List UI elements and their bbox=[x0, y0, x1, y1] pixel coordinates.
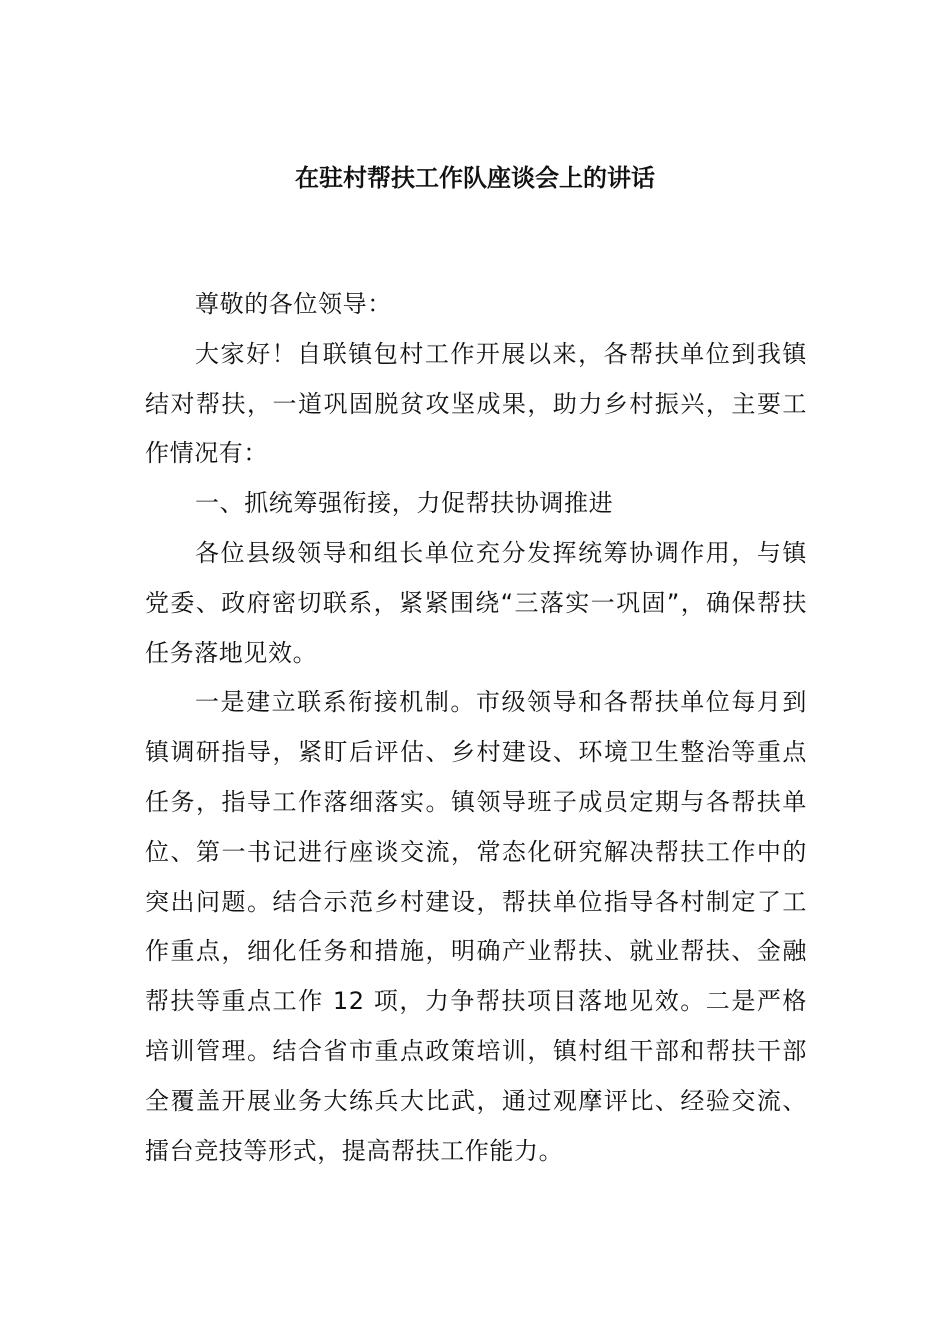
salutation-paragraph: 尊敬的各位领导： bbox=[195, 290, 392, 318]
opening-paragraph: 大家好！自联镇包村工作开展以来，各帮扶单位到我镇结对帮扶，一道巩固脱贫攻坚成果，助力乡村振兴，主要工作情况有： bbox=[145, 339, 807, 468]
document-body bbox=[145, 280, 807, 1176]
section-1-detail-paragraph: 一是建立联系衔接机制。市级领导和各帮扶单位每月到镇调研指导，紧盯后评估、乡村建设、环境卫生整治等重点任务，指导工作落细落实。镇领导班子成员定期与各帮扶单位、第一书记进行座谈交流，常态化研究解决帮扶工作中的突出问题。结合示范乡村建设，帮扶单位指导各村制定了工作重点，细化任务和措施，明确产业帮扶、就业帮扶、金融帮扶等重点工作 12 项，力争帮扶项目落地见效。二是严格培训管理。结合省市重点政策培训，镇村组干部和帮扶干部全覆盖开展业务大练兵大比武，通过观摩评比、经验交流、擂台竞技等形式，提高帮扶工作能力。 bbox=[145, 688, 807, 1165]
section-heading-1: 一、抓统筹强衔接，力促帮扶协调推进 bbox=[195, 489, 614, 518]
section-1-intro-paragraph: 各位县级领导和组长单位充分发挥统筹协调作用，与镇党委、政府密切联系，紧紧围绕“三落实一巩固”，确保帮扶任务落地见效。 bbox=[145, 538, 807, 667]
document-title: 在驻村帮扶工作队座谈会上的讲话 bbox=[295, 164, 655, 192]
